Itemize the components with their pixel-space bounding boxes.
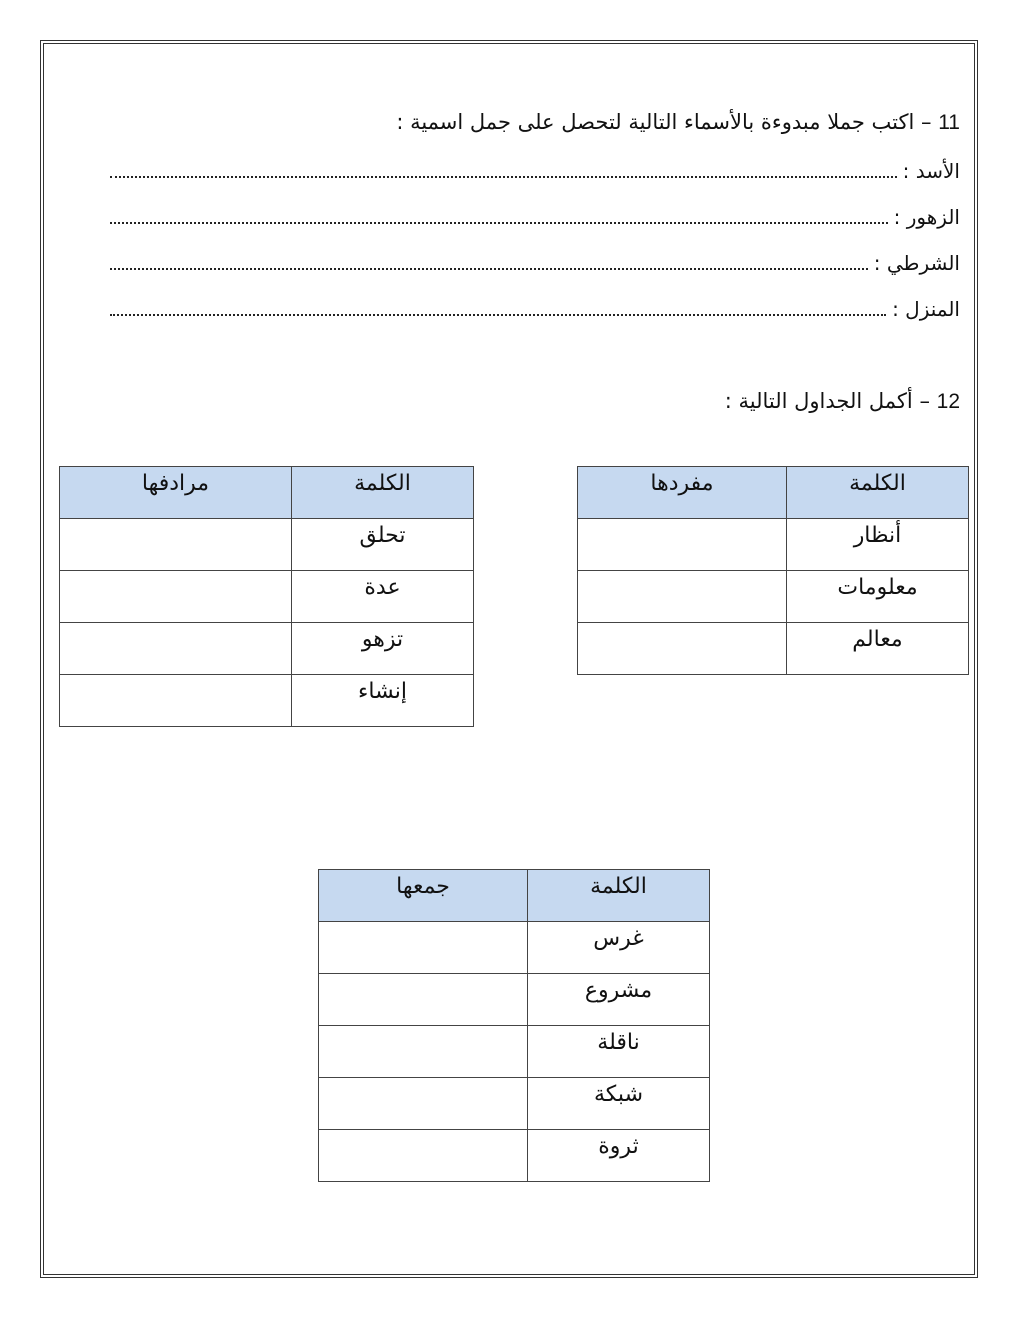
table-row <box>319 1078 710 1130</box>
word-cell: مشروع <box>528 974 710 1026</box>
word-cell: معلومات <box>787 571 969 623</box>
table-row <box>578 571 969 623</box>
header-word: الكلمة <box>787 467 969 519</box>
plural-table <box>318 869 710 1182</box>
word-cell: شبكة <box>528 1078 710 1130</box>
table-row <box>578 623 969 675</box>
table-row <box>60 623 474 675</box>
dotted-answer-field[interactable] <box>110 292 886 316</box>
answer-cell[interactable] <box>319 1130 528 1182</box>
question-11-dash: – <box>921 110 932 134</box>
dotted-answer-field[interactable] <box>110 154 897 178</box>
synonym-table <box>59 466 474 727</box>
table-row <box>319 922 710 974</box>
table-row <box>319 974 710 1026</box>
table-row <box>319 1130 710 1182</box>
dotted-answer-field[interactable] <box>110 246 868 270</box>
word-cell: غرس <box>528 922 710 974</box>
table-header-row <box>319 870 710 922</box>
table-row <box>578 519 969 571</box>
word-cell: إنشاء <box>292 675 474 727</box>
table-row <box>60 571 474 623</box>
question-11-heading <box>396 107 960 138</box>
table-row <box>319 1026 710 1078</box>
header-singular: مفردها <box>578 467 787 519</box>
question-11-number: 11 <box>938 111 960 134</box>
table-header-row <box>578 467 969 519</box>
answer-label: الأسد : <box>902 159 960 183</box>
answer-label: المنزل : <box>892 297 960 321</box>
answer-cell[interactable] <box>60 571 292 623</box>
header-word: الكلمة <box>292 467 474 519</box>
question-12-number: 12 <box>936 390 960 413</box>
answer-cell[interactable] <box>319 1078 528 1130</box>
singular-table <box>577 466 969 675</box>
answer-line-house[interactable] <box>110 292 960 324</box>
answer-cell[interactable] <box>578 623 787 675</box>
table-row <box>60 675 474 727</box>
answer-line-policeman[interactable] <box>110 246 960 278</box>
header-plural: جمعها <box>319 870 528 922</box>
header-word: الكلمة <box>528 870 710 922</box>
word-cell: معالم <box>787 623 969 675</box>
word-cell: تزهو <box>292 623 474 675</box>
question-12-heading <box>725 386 960 417</box>
answer-cell[interactable] <box>60 675 292 727</box>
answer-cell[interactable] <box>60 623 292 675</box>
word-cell: ناقلة <box>528 1026 710 1078</box>
answer-cell[interactable] <box>319 974 528 1026</box>
table-row <box>60 519 474 571</box>
word-cell: تحلق <box>292 519 474 571</box>
answer-cell[interactable] <box>60 519 292 571</box>
table-header-row <box>60 467 474 519</box>
question-12-dash: – <box>919 389 930 413</box>
dotted-answer-field[interactable] <box>110 200 888 224</box>
answer-label: الزهور : <box>893 205 960 229</box>
answer-cell[interactable] <box>578 519 787 571</box>
answer-cell[interactable] <box>578 571 787 623</box>
answer-cell[interactable] <box>319 1026 528 1078</box>
word-cell: ثروة <box>528 1130 710 1182</box>
question-12-instruction: أكمل الجداول التالية : <box>724 389 913 413</box>
answer-label: الشرطي : <box>873 251 960 275</box>
answer-line-lion[interactable] <box>110 154 960 186</box>
answer-line-flowers[interactable] <box>110 200 960 232</box>
answer-cell[interactable] <box>319 922 528 974</box>
question-11-instruction: اكتب جملا مبدوءة بالأسماء التالية لتحصل على جمل اسمية : <box>396 110 915 134</box>
header-synonym: مرادفها <box>60 467 292 519</box>
word-cell: أنظار <box>787 519 969 571</box>
word-cell: عدة <box>292 571 474 623</box>
